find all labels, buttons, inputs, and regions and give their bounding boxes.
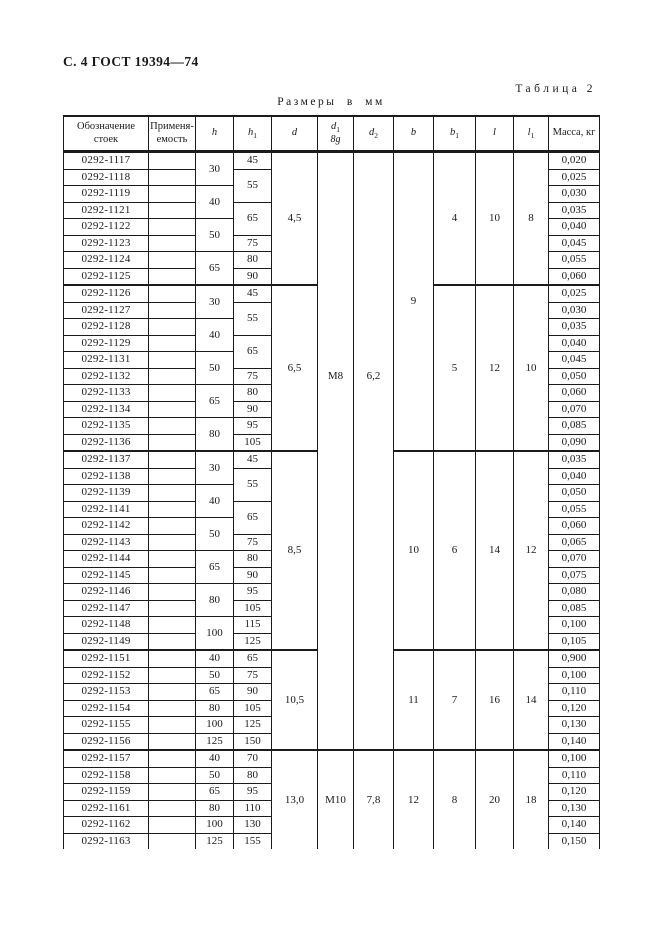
b1-cell: 6 [434, 451, 476, 650]
mass-cell: 0,075 [549, 567, 600, 584]
applicability-cell [149, 202, 196, 219]
designation-cell: 0292-1133 [64, 385, 149, 402]
applicability-cell [149, 534, 196, 551]
b1-cell: 7 [434, 650, 476, 750]
designation-cell: 0292-1141 [64, 501, 149, 518]
h1-cell: 130 [234, 817, 272, 834]
applicability-cell [149, 235, 196, 252]
designation-cell: 0292-1146 [64, 584, 149, 601]
d1-cell: М8 [318, 152, 354, 751]
applicability-cell [149, 684, 196, 701]
h-cell: 100 [196, 717, 234, 734]
d-cell: 4,5 [272, 152, 318, 286]
b1-cell: 4 [434, 152, 476, 286]
designation-cell: 0292-1128 [64, 319, 149, 336]
h-cell: 100 [196, 817, 234, 834]
mass-cell: 0,040 [549, 335, 600, 352]
d2-cell: 6,2 [354, 152, 394, 751]
h1-cell: 75 [234, 534, 272, 551]
mass-cell: 0,120 [549, 784, 600, 801]
applicability-cell [149, 800, 196, 817]
h1-cell: 150 [234, 733, 272, 750]
designation-cell: 0292-1117 [64, 152, 149, 170]
designation-cell: 0292-1157 [64, 750, 149, 767]
h-cell: 30 [196, 285, 234, 319]
table-caption: Таблица 2 [515, 83, 596, 95]
h1-cell: 65 [234, 501, 272, 534]
h1-cell: 125 [234, 717, 272, 734]
designation-cell: 0292-1118 [64, 169, 149, 186]
h-cell: 40 [196, 750, 234, 767]
mass-cell: 0,060 [549, 518, 600, 535]
l-cell: 12 [476, 285, 514, 451]
h1-cell: 45 [234, 451, 272, 468]
designation-cell: 0292-1126 [64, 285, 149, 302]
h-cell: 40 [196, 186, 234, 219]
col-header-b1: $b_1$ [434, 116, 476, 152]
applicability-cell [149, 285, 196, 302]
applicability-cell [149, 368, 196, 385]
mass-cell: 0,070 [549, 401, 600, 418]
applicability-cell [149, 352, 196, 369]
l-cell: 20 [476, 750, 514, 849]
designation-cell: 0292-1149 [64, 633, 149, 650]
designation-cell: 0292-1121 [64, 202, 149, 219]
designation-cell: 0292-1127 [64, 302, 149, 319]
designation-cell: 0292-1135 [64, 418, 149, 435]
h1-cell: 45 [234, 285, 272, 302]
d2-cell: 7,8 [354, 750, 394, 849]
designation-cell: 0292-1144 [64, 551, 149, 568]
mass-cell: 0,080 [549, 584, 600, 601]
designation-cell: 0292-1124 [64, 252, 149, 269]
table-row [64, 750, 600, 767]
h-cell: 80 [196, 800, 234, 817]
mass-cell: 0,110 [549, 684, 600, 701]
applicability-cell [149, 485, 196, 502]
mass-cell: 0,025 [549, 285, 600, 302]
designation-cell: 0292-1132 [64, 368, 149, 385]
applicability-cell [149, 219, 196, 236]
h1-cell: 75 [234, 235, 272, 252]
b-cell: 11 [394, 650, 434, 750]
h-cell: 30 [196, 451, 234, 485]
designation-cell: 0292-1163 [64, 833, 149, 849]
h1-cell: 105 [234, 700, 272, 717]
applicability-cell [149, 468, 196, 485]
applicability-cell [149, 817, 196, 834]
applicability-cell [149, 152, 196, 170]
applicability-cell [149, 584, 196, 601]
h-cell: 40 [196, 650, 234, 667]
h-cell: 65 [196, 784, 234, 801]
designation-cell: 0292-1139 [64, 485, 149, 502]
h-cell: 50 [196, 352, 234, 385]
designation-cell: 0292-1155 [64, 717, 149, 734]
designation-cell: 0292-1162 [64, 817, 149, 834]
designation-cell: 0292-1138 [64, 468, 149, 485]
applicability-cell [149, 268, 196, 285]
designation-cell: 0292-1156 [64, 733, 149, 750]
designation-cell: 0292-1151 [64, 650, 149, 667]
h1-cell: 70 [234, 750, 272, 767]
h1-cell: 55 [234, 169, 272, 202]
l1-cell: 18 [514, 750, 549, 849]
h1-cell: 55 [234, 302, 272, 335]
h1-cell: 80 [234, 551, 272, 568]
h1-cell: 55 [234, 468, 272, 501]
applicability-cell [149, 600, 196, 617]
col-header-d2: $d_2$ [354, 116, 394, 152]
h-cell: 80 [196, 584, 234, 617]
l1-cell: 14 [514, 650, 549, 750]
h1-cell: 90 [234, 268, 272, 285]
mass-cell: 0,140 [549, 817, 600, 834]
units-label: Размеры в мм [277, 96, 385, 108]
applicability-cell [149, 335, 196, 352]
h-cell: 125 [196, 833, 234, 849]
mass-cell: 0,110 [549, 767, 600, 784]
designation-cell: 0292-1129 [64, 335, 149, 352]
mass-cell: 0,055 [549, 252, 600, 269]
h1-cell: 110 [234, 800, 272, 817]
mass-cell: 0,090 [549, 434, 600, 451]
mass-cell: 0,900 [549, 650, 600, 667]
h1-cell: 115 [234, 617, 272, 634]
applicability-cell [149, 518, 196, 535]
applicability-cell [149, 633, 196, 650]
mass-cell: 0,070 [549, 551, 600, 568]
designation-cell: 0292-1142 [64, 518, 149, 535]
mass-cell: 0,035 [549, 451, 600, 468]
h1-cell: 95 [234, 784, 272, 801]
mass-cell: 0,045 [549, 352, 600, 369]
designation-cell: 0292-1153 [64, 684, 149, 701]
b-cell: 12 [394, 750, 434, 849]
h1-cell: 65 [234, 650, 272, 667]
l1-cell: 8 [514, 152, 549, 286]
applicability-cell [149, 418, 196, 435]
table-row [64, 152, 600, 170]
designation-cell: 0292-1122 [64, 219, 149, 236]
applicability-cell [149, 667, 196, 684]
designation-cell: 0292-1136 [64, 434, 149, 451]
mass-cell: 0,085 [549, 600, 600, 617]
d-cell: 13,0 [272, 750, 318, 849]
table-body [64, 152, 600, 850]
h-cell: 50 [196, 667, 234, 684]
h1-cell: 75 [234, 368, 272, 385]
h-cell: 40 [196, 319, 234, 352]
designation-cell: 0292-1154 [64, 700, 149, 717]
applicability-cell [149, 401, 196, 418]
mass-cell: 0,040 [549, 219, 600, 236]
mass-cell: 0,020 [549, 152, 600, 170]
mass-cell: 0,060 [549, 268, 600, 285]
applicability-cell [149, 733, 196, 750]
h1-cell: 80 [234, 767, 272, 784]
dimensions-table [63, 115, 600, 849]
h-cell: 65 [196, 252, 234, 286]
h-cell: 80 [196, 418, 234, 452]
col-header-l1: $l_1$ [514, 116, 549, 152]
mass-cell: 0,130 [549, 800, 600, 817]
h-cell: 80 [196, 700, 234, 717]
applicability-cell [149, 551, 196, 568]
designation-cell: 0292-1148 [64, 617, 149, 634]
applicability-cell [149, 767, 196, 784]
h1-cell: 65 [234, 335, 272, 368]
b1-cell: 5 [434, 285, 476, 451]
mass-cell: 0,050 [549, 485, 600, 502]
mass-cell: 0,030 [549, 186, 600, 203]
h1-cell: 75 [234, 667, 272, 684]
h1-cell: 105 [234, 600, 272, 617]
mass-cell: 0,035 [549, 319, 600, 336]
h-cell: 50 [196, 219, 234, 252]
b-cell: 10 [394, 451, 434, 650]
applicability-cell [149, 302, 196, 319]
l-cell: 14 [476, 451, 514, 650]
h-cell: 65 [196, 684, 234, 701]
col-header-d1-8g: $d_1$ 8g [318, 116, 354, 152]
applicability-cell [149, 650, 196, 667]
mass-cell: 0,040 [549, 468, 600, 485]
header-row [64, 116, 600, 152]
mass-cell: 0,030 [549, 302, 600, 319]
h-cell: 50 [196, 767, 234, 784]
h-cell: 65 [196, 385, 234, 418]
b-cell: 9 [394, 152, 434, 452]
h-cell: 100 [196, 617, 234, 651]
mass-cell: 0,025 [549, 169, 600, 186]
applicability-cell [149, 186, 196, 203]
l-cell: 16 [476, 650, 514, 750]
h1-cell: 80 [234, 252, 272, 269]
mass-cell: 0,150 [549, 833, 600, 849]
designation-cell: 0292-1119 [64, 186, 149, 203]
mass-cell: 0,105 [549, 633, 600, 650]
mass-cell: 0,045 [549, 235, 600, 252]
h-cell: 65 [196, 551, 234, 584]
h1-cell: 95 [234, 418, 272, 435]
applicability-cell [149, 750, 196, 767]
designation-cell: 0292-1123 [64, 235, 149, 252]
designation-cell: 0292-1147 [64, 600, 149, 617]
mass-cell: 0,100 [549, 667, 600, 684]
applicability-cell [149, 451, 196, 468]
col-header-mass: Масса, кг [549, 116, 600, 152]
h1-cell: 90 [234, 684, 272, 701]
designation-cell: 0292-1158 [64, 767, 149, 784]
mass-cell: 0,060 [549, 385, 600, 402]
col-header-applicability: Применя- емость [149, 116, 196, 152]
col-header-designation: Обозначение стоек [64, 116, 149, 152]
mass-cell: 0,130 [549, 717, 600, 734]
mass-cell: 0,100 [549, 617, 600, 634]
designation-cell: 0292-1161 [64, 800, 149, 817]
b1-cell: 8 [434, 750, 476, 849]
d1-cell: М10 [318, 750, 354, 849]
applicability-cell [149, 319, 196, 336]
mass-cell: 0,100 [549, 750, 600, 767]
h1-cell: 90 [234, 567, 272, 584]
mass-cell: 0,035 [549, 202, 600, 219]
h-cell: 40 [196, 485, 234, 518]
mass-cell: 0,065 [549, 534, 600, 551]
applicability-cell [149, 617, 196, 634]
designation-cell: 0292-1152 [64, 667, 149, 684]
designation-cell: 0292-1145 [64, 567, 149, 584]
designation-cell: 0292-1131 [64, 352, 149, 369]
mass-cell: 0,050 [549, 368, 600, 385]
designation-cell: 0292-1137 [64, 451, 149, 468]
h1-cell: 45 [234, 152, 272, 170]
h1-cell: 105 [234, 434, 272, 451]
h1-cell: 155 [234, 833, 272, 849]
applicability-cell [149, 567, 196, 584]
h1-cell: 90 [234, 401, 272, 418]
h1-cell: 125 [234, 633, 272, 650]
col-header-h: h [196, 116, 234, 152]
h1-cell: 95 [234, 584, 272, 601]
applicability-cell [149, 434, 196, 451]
col-header-d: d [272, 116, 318, 152]
applicability-cell [149, 501, 196, 518]
designation-cell: 0292-1134 [64, 401, 149, 418]
applicability-cell [149, 700, 196, 717]
col-header-b: b [394, 116, 434, 152]
d-cell: 6,5 [272, 285, 318, 451]
d-cell: 10,5 [272, 650, 318, 750]
l1-cell: 12 [514, 451, 549, 650]
h-cell: 30 [196, 152, 234, 186]
applicability-cell [149, 717, 196, 734]
l1-cell: 10 [514, 285, 549, 451]
designation-cell: 0292-1125 [64, 268, 149, 285]
h1-cell: 80 [234, 385, 272, 402]
d-cell: 8,5 [272, 451, 318, 650]
designation-cell: 0292-1159 [64, 784, 149, 801]
h1-cell: 65 [234, 202, 272, 235]
applicability-cell [149, 385, 196, 402]
page-header: С. 4 ГОСТ 19394—74 [63, 54, 199, 69]
mass-cell: 0,140 [549, 733, 600, 750]
h-cell: 50 [196, 518, 234, 551]
applicability-cell [149, 833, 196, 849]
col-header-l: l [476, 116, 514, 152]
applicability-cell [149, 252, 196, 269]
h-cell: 125 [196, 733, 234, 750]
applicability-cell [149, 784, 196, 801]
l-cell: 10 [476, 152, 514, 286]
designation-cell: 0292-1143 [64, 534, 149, 551]
col-header-h1: $h_1$ [234, 116, 272, 152]
mass-cell: 0,055 [549, 501, 600, 518]
mass-cell: 0,120 [549, 700, 600, 717]
applicability-cell [149, 169, 196, 186]
mass-cell: 0,085 [549, 418, 600, 435]
